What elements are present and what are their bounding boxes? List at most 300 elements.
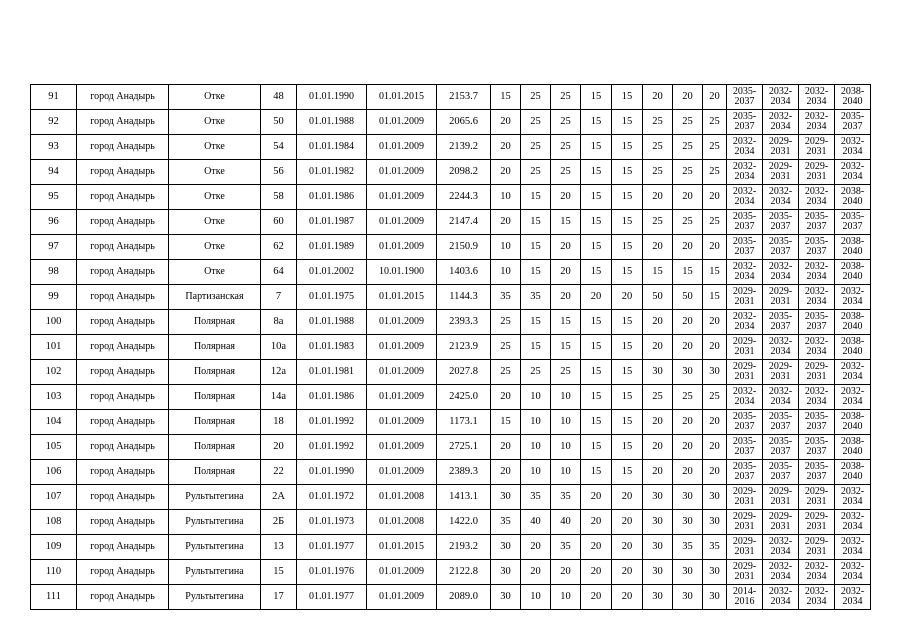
wear-value-cell: 10 [491,260,521,285]
city-cell: город Анадырь [77,335,169,360]
wear-value-cell: 35 [551,485,581,510]
row-number-cell: 95 [31,185,77,210]
wear-value-cell: 30 [673,585,703,610]
period-cell: 2038-2040 [835,435,871,460]
row-number-cell: 102 [31,360,77,385]
table-row [31,460,871,485]
period-cell: 2029-2031 [727,560,763,585]
row-number-cell: 109 [31,535,77,560]
wear-value-cell: 20 [673,335,703,360]
area-cell: 2122.8 [437,560,491,585]
city-cell: город Анадырь [77,510,169,535]
table-row [31,210,871,235]
table-row [31,385,871,410]
period-cell: 2032-2034 [799,335,835,360]
period-cell: 2029-2031 [763,360,799,385]
street-cell: Полярная [169,435,261,460]
wear-value-cell: 50 [673,285,703,310]
wear-value-cell: 15 [581,410,612,435]
wear-value-cell: 25 [551,85,581,110]
period-cell: 2035-2037 [727,435,763,460]
wear-value-cell: 25 [551,135,581,160]
wear-value-cell: 25 [521,160,551,185]
period-cell: 2035-2037 [727,210,763,235]
house-number-cell: 2А [261,485,297,510]
wear-value-cell: 15 [581,210,612,235]
house-number-cell: 13 [261,535,297,560]
area-cell: 2098.2 [437,160,491,185]
wear-value-cell: 25 [643,385,673,410]
date-built-cell: 01.01.1987 [297,210,367,235]
wear-value-cell: 30 [491,535,521,560]
period-cell: 2032-2034 [799,385,835,410]
table-body [31,85,871,610]
house-number-cell: 12а [261,360,297,385]
period-cell: 2029-2031 [763,135,799,160]
period-cell: 2035-2037 [835,210,871,235]
wear-value-cell: 40 [521,510,551,535]
house-number-cell: 7 [261,285,297,310]
date-survey-cell: 01.01.2009 [367,310,437,335]
wear-value-cell: 25 [521,110,551,135]
wear-value-cell: 30 [673,510,703,535]
area-cell: 2193.2 [437,535,491,560]
date-built-cell: 01.01.1986 [297,385,367,410]
period-cell: 2029-2031 [799,510,835,535]
street-cell: Отке [169,210,261,235]
date-built-cell: 01.01.1981 [297,360,367,385]
date-survey-cell: 01.01.2008 [367,510,437,535]
date-built-cell: 01.01.1983 [297,335,367,360]
period-cell: 2032-2034 [799,85,835,110]
wear-value-cell: 20 [703,410,727,435]
wear-value-cell: 15 [612,385,643,410]
wear-value-cell: 20 [521,560,551,585]
wear-value-cell: 25 [521,360,551,385]
wear-value-cell: 15 [521,210,551,235]
date-survey-cell: 01.01.2009 [367,185,437,210]
house-number-cell: 17 [261,585,297,610]
wear-value-cell: 15 [491,410,521,435]
table-row [31,485,871,510]
wear-value-cell: 20 [612,585,643,610]
wear-value-cell: 10 [551,460,581,485]
street-cell: Рультытегина [169,585,261,610]
date-survey-cell: 01.01.2009 [367,460,437,485]
period-cell: 2035-2037 [799,435,835,460]
house-number-cell: 8а [261,310,297,335]
wear-value-cell: 30 [703,585,727,610]
row-number-cell: 105 [31,435,77,460]
city-cell: город Анадырь [77,360,169,385]
wear-value-cell: 35 [551,535,581,560]
wear-value-cell: 30 [673,360,703,385]
period-cell: 2038-2040 [835,310,871,335]
wear-value-cell: 25 [491,360,521,385]
period-cell: 2029-2031 [727,360,763,385]
street-cell: Полярная [169,360,261,385]
date-built-cell: 01.01.1984 [297,135,367,160]
period-cell: 2032-2034 [727,310,763,335]
period-cell: 2029-2031 [763,160,799,185]
row-number-cell: 103 [31,385,77,410]
period-cell: 2029-2031 [763,510,799,535]
wear-value-cell: 15 [581,110,612,135]
date-built-cell: 01.01.1986 [297,185,367,210]
wear-value-cell: 20 [703,310,727,335]
wear-value-cell: 15 [581,335,612,360]
table-row [31,560,871,585]
city-cell: город Анадырь [77,410,169,435]
wear-value-cell: 20 [703,335,727,360]
street-cell: Полярная [169,460,261,485]
area-cell: 2123.9 [437,335,491,360]
wear-value-cell: 10 [521,385,551,410]
wear-value-cell: 25 [643,210,673,235]
date-survey-cell: 01.01.2009 [367,110,437,135]
wear-value-cell: 25 [673,110,703,135]
street-cell: Полярная [169,385,261,410]
wear-value-cell: 15 [521,335,551,360]
row-number-cell: 92 [31,110,77,135]
wear-value-cell: 30 [643,585,673,610]
wear-value-cell: 25 [703,135,727,160]
street-cell: Партизанская [169,285,261,310]
wear-value-cell: 20 [551,260,581,285]
table-row [31,360,871,385]
wear-value-cell: 15 [643,260,673,285]
period-cell: 2032-2034 [799,185,835,210]
wear-value-cell: 35 [521,485,551,510]
period-cell: 2029-2031 [799,135,835,160]
house-number-cell: 15 [261,560,297,585]
wear-value-cell: 25 [521,85,551,110]
wear-value-cell: 15 [612,135,643,160]
period-cell: 2029-2031 [799,160,835,185]
wear-value-cell: 15 [612,460,643,485]
wear-value-cell: 15 [581,160,612,185]
row-number-cell: 111 [31,585,77,610]
period-cell: 2035-2037 [763,235,799,260]
table-row [31,310,871,335]
street-cell: Отке [169,260,261,285]
wear-value-cell: 15 [581,85,612,110]
street-cell: Рультытегина [169,535,261,560]
area-cell: 1403.6 [437,260,491,285]
period-cell: 2035-2037 [763,410,799,435]
date-built-cell: 01.01.1975 [297,285,367,310]
period-cell: 2032-2034 [763,185,799,210]
wear-value-cell: 20 [551,235,581,260]
wear-value-cell: 20 [581,285,612,310]
wear-value-cell: 15 [581,260,612,285]
table-row [31,285,871,310]
wear-value-cell: 20 [612,285,643,310]
period-cell: 2035-2037 [727,110,763,135]
wear-value-cell: 25 [643,135,673,160]
period-cell: 2035-2037 [799,310,835,335]
wear-value-cell: 20 [612,485,643,510]
city-cell: город Анадырь [77,485,169,510]
wear-value-cell: 35 [673,535,703,560]
wear-value-cell: 15 [612,410,643,435]
period-cell: 2032-2034 [835,585,871,610]
wear-value-cell: 20 [612,560,643,585]
wear-value-cell: 35 [491,285,521,310]
wear-value-cell: 20 [673,310,703,335]
date-survey-cell: 01.01.2015 [367,535,437,560]
period-cell: 2029-2031 [799,360,835,385]
row-number-cell: 93 [31,135,77,160]
period-cell: 2032-2034 [763,85,799,110]
wear-value-cell: 15 [551,210,581,235]
table-row [31,510,871,535]
wear-value-cell: 30 [703,485,727,510]
wear-value-cell: 10 [491,235,521,260]
wear-value-cell: 30 [491,560,521,585]
wear-value-cell: 10 [521,435,551,460]
wear-value-cell: 15 [703,285,727,310]
table-row [31,435,871,460]
wear-value-cell: 20 [551,285,581,310]
wear-value-cell: 20 [581,510,612,535]
date-survey-cell: 01.01.2009 [367,385,437,410]
period-cell: 2032-2034 [799,285,835,310]
period-cell: 2035-2037 [763,435,799,460]
date-built-cell: 01.01.1989 [297,235,367,260]
date-survey-cell: 01.01.2009 [367,335,437,360]
date-survey-cell: 01.01.2009 [367,410,437,435]
table-row [31,260,871,285]
house-number-cell: 48 [261,85,297,110]
wear-value-cell: 20 [643,85,673,110]
wear-value-cell: 20 [521,535,551,560]
date-survey-cell: 01.01.2009 [367,435,437,460]
street-cell: Отке [169,185,261,210]
area-cell: 2150.9 [437,235,491,260]
area-cell: 1144.3 [437,285,491,310]
wear-value-cell: 15 [491,85,521,110]
street-cell: Рультытегина [169,510,261,535]
wear-value-cell: 15 [612,185,643,210]
street-cell: Полярная [169,335,261,360]
row-number-cell: 106 [31,460,77,485]
wear-value-cell: 20 [491,460,521,485]
date-survey-cell: 10.01.1900 [367,260,437,285]
wear-value-cell: 15 [551,310,581,335]
house-number-cell: 50 [261,110,297,135]
period-cell: 2032-2034 [763,335,799,360]
wear-value-cell: 15 [521,185,551,210]
house-number-cell: 14а [261,385,297,410]
period-cell: 2032-2034 [835,360,871,385]
period-cell: 2032-2034 [763,110,799,135]
house-number-cell: 58 [261,185,297,210]
wear-value-cell: 15 [581,310,612,335]
period-cell: 2029-2031 [727,535,763,560]
house-number-cell: 22 [261,460,297,485]
house-number-cell: 20 [261,435,297,460]
period-cell: 2029-2031 [763,485,799,510]
period-cell: 2035-2037 [835,110,871,135]
wear-value-cell: 15 [612,335,643,360]
wear-value-cell: 35 [491,510,521,535]
city-cell: город Анадырь [77,310,169,335]
wear-value-cell: 20 [703,185,727,210]
city-cell: город Анадырь [77,235,169,260]
wear-value-cell: 20 [673,185,703,210]
date-survey-cell: 01.01.2009 [367,560,437,585]
period-cell: 2032-2034 [835,510,871,535]
wear-value-cell: 15 [703,260,727,285]
house-number-cell: 54 [261,135,297,160]
area-cell: 2244.3 [437,185,491,210]
city-cell: город Анадырь [77,185,169,210]
wear-value-cell: 40 [551,510,581,535]
wear-value-cell: 30 [643,360,673,385]
city-cell: город Анадырь [77,285,169,310]
period-cell: 2035-2037 [799,460,835,485]
wear-value-cell: 20 [703,460,727,485]
wear-value-cell: 15 [581,460,612,485]
wear-value-cell: 30 [491,485,521,510]
period-cell: 2032-2034 [835,485,871,510]
table-row [31,410,871,435]
wear-value-cell: 15 [551,335,581,360]
wear-value-cell: 25 [491,310,521,335]
period-cell: 2029-2031 [727,335,763,360]
wear-value-cell: 25 [673,210,703,235]
date-built-cell: 01.01.1972 [297,485,367,510]
area-cell: 2027.8 [437,360,491,385]
house-number-cell: 60 [261,210,297,235]
period-cell: 2029-2031 [727,485,763,510]
date-built-cell: 01.01.1977 [297,535,367,560]
street-cell: Полярная [169,310,261,335]
wear-value-cell: 25 [643,110,673,135]
period-cell: 2038-2040 [835,335,871,360]
house-number-cell: 64 [261,260,297,285]
wear-value-cell: 20 [581,585,612,610]
table-row [31,185,871,210]
row-number-cell: 101 [31,335,77,360]
date-built-cell: 01.01.1990 [297,85,367,110]
period-cell: 2032-2034 [727,385,763,410]
date-survey-cell: 01.01.2009 [367,235,437,260]
row-number-cell: 97 [31,235,77,260]
period-cell: 2014-2016 [727,585,763,610]
wear-value-cell: 25 [551,360,581,385]
house-number-cell: 62 [261,235,297,260]
wear-value-cell: 10 [521,460,551,485]
wear-value-cell: 30 [703,360,727,385]
wear-value-cell: 30 [703,510,727,535]
wear-value-cell: 20 [612,535,643,560]
wear-value-cell: 30 [673,485,703,510]
wear-value-cell: 20 [703,235,727,260]
period-cell: 2038-2040 [835,85,871,110]
area-cell: 2389.3 [437,460,491,485]
wear-value-cell: 25 [703,210,727,235]
house-number-cell: 56 [261,160,297,185]
wear-value-cell: 20 [491,110,521,135]
city-cell: город Анадырь [77,460,169,485]
wear-value-cell: 20 [491,160,521,185]
table-row [31,135,871,160]
date-built-cell: 01.01.2002 [297,260,367,285]
wear-value-cell: 15 [612,435,643,460]
date-built-cell: 01.01.1990 [297,460,367,485]
period-cell: 2032-2034 [763,385,799,410]
wear-value-cell: 15 [521,260,551,285]
wear-value-cell: 30 [643,560,673,585]
wear-value-cell: 20 [612,510,643,535]
wear-value-cell: 20 [491,435,521,460]
row-number-cell: 104 [31,410,77,435]
wear-value-cell: 15 [612,110,643,135]
wear-value-cell: 15 [612,85,643,110]
date-survey-cell: 01.01.2009 [367,135,437,160]
street-cell: Отке [169,235,261,260]
house-number-cell: 18 [261,410,297,435]
period-cell: 2032-2034 [835,560,871,585]
period-cell: 2032-2034 [727,160,763,185]
wear-value-cell: 20 [673,460,703,485]
table-row [31,235,871,260]
city-cell: город Анадырь [77,535,169,560]
wear-value-cell: 10 [551,410,581,435]
date-built-cell: 01.01.1992 [297,410,367,435]
wear-value-cell: 25 [703,160,727,185]
wear-value-cell: 15 [581,435,612,460]
date-survey-cell: 01.01.2009 [367,210,437,235]
wear-value-cell: 30 [643,535,673,560]
row-number-cell: 107 [31,485,77,510]
period-cell: 2035-2037 [727,235,763,260]
row-number-cell: 94 [31,160,77,185]
wear-value-cell: 30 [673,560,703,585]
house-number-cell: 10а [261,335,297,360]
row-number-cell: 98 [31,260,77,285]
date-built-cell: 01.01.1973 [297,510,367,535]
wear-value-cell: 10 [551,435,581,460]
wear-value-cell: 20 [643,410,673,435]
wear-value-cell: 20 [643,310,673,335]
wear-value-cell: 20 [643,185,673,210]
period-cell: 2032-2034 [835,385,871,410]
wear-value-cell: 35 [521,285,551,310]
area-cell: 2153.7 [437,85,491,110]
wear-value-cell: 20 [673,235,703,260]
period-cell: 2035-2037 [727,85,763,110]
wear-value-cell: 30 [703,560,727,585]
city-cell: город Анадырь [77,160,169,185]
wear-value-cell: 20 [643,435,673,460]
period-cell: 2032-2034 [763,560,799,585]
wear-value-cell: 20 [673,410,703,435]
table-row [31,110,871,135]
date-built-cell: 01.01.1977 [297,585,367,610]
wear-value-cell: 25 [673,160,703,185]
period-cell: 2032-2034 [763,260,799,285]
period-cell: 2029-2031 [727,285,763,310]
period-cell: 2032-2034 [799,585,835,610]
wear-value-cell: 10 [551,585,581,610]
row-number-cell: 100 [31,310,77,335]
city-cell: город Анадырь [77,435,169,460]
period-cell: 2032-2034 [799,560,835,585]
period-cell: 2035-2037 [799,210,835,235]
